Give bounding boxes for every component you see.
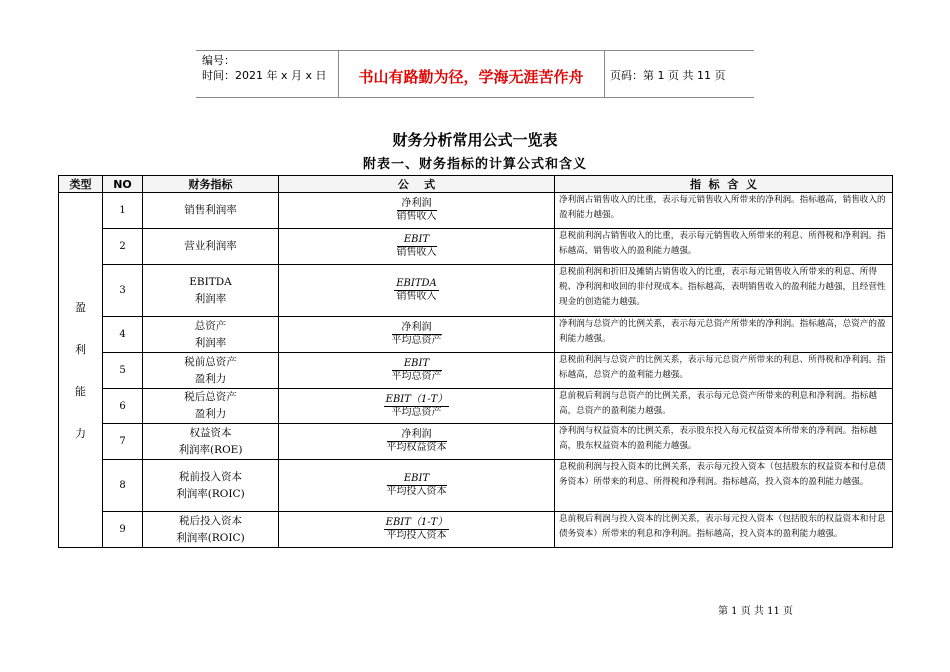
meaning-cell: 净利润与权益资本的比例关系，表示股东投入每元权益资本所带来的净利润。指标越高，股东权益资本的盈利能力越强。 bbox=[555, 424, 893, 460]
formula-fraction bbox=[397, 198, 437, 223]
table-row bbox=[59, 265, 893, 317]
formula-denominator: 平均总资产 bbox=[391, 406, 442, 418]
meaning-cell: 息税前利润与投入资本的比例关系，表示每元投入资本（包括股东的权益资本和付息债务资本）所带来的利息、所得税和净利润。指标越高，投入资本的盈利能力越强。 bbox=[555, 460, 893, 512]
formula-denominator: 销售收入 bbox=[396, 211, 437, 222]
formula-cell bbox=[279, 424, 555, 460]
header-indicator: 财务指标 bbox=[143, 176, 279, 193]
row-number: 8 bbox=[103, 460, 143, 512]
meaning-cell: 息税前利润和折旧及摊销占销售收入的比重，表示每元销售收入所带来的利息、所得税、净利润和收回的非付现成本。指标越高，表明销售收入的盈利能力越强，且经营性现金的创造能力越强。 bbox=[555, 265, 893, 317]
meaning-cell: 息税前利润与总资产的比例关系，表示每元总资产所带来的利息、所得税和净利润。指标越高，总资产的盈利能力越强。 bbox=[555, 353, 893, 389]
row-number: 5 bbox=[103, 353, 143, 389]
row-number: 6 bbox=[103, 389, 143, 424]
indicator-name bbox=[143, 512, 279, 548]
indicator-name bbox=[143, 424, 279, 460]
indicator-line-2: 利润率 bbox=[194, 336, 227, 349]
formula-fraction bbox=[392, 322, 442, 347]
row-number: 2 bbox=[103, 229, 143, 265]
page-title: 财务分析常用公式一览表 bbox=[392, 131, 558, 149]
header-type: 类型 bbox=[59, 176, 103, 193]
code-label: 编号： bbox=[202, 54, 235, 67]
indicator-line-2: 盈利力 bbox=[194, 372, 227, 385]
header-no: NO bbox=[103, 176, 143, 193]
formula-fraction bbox=[392, 358, 442, 383]
table-row bbox=[59, 317, 893, 353]
formula-numerator: EBIT bbox=[392, 358, 442, 371]
formula-fraction bbox=[387, 429, 447, 454]
type-char: 盈 bbox=[75, 301, 86, 314]
indicator-line-1: 权益资本 bbox=[189, 426, 232, 439]
row-number: 4 bbox=[103, 317, 143, 353]
time-label: 时间：2021 年 x 月 x 日 bbox=[202, 69, 327, 82]
formula-cell bbox=[279, 317, 555, 353]
formula-denominator: 平均投入资本 bbox=[386, 486, 447, 497]
table-row bbox=[59, 229, 893, 265]
formula-denominator: 销售收入 bbox=[396, 247, 437, 258]
row-number: 3 bbox=[103, 265, 143, 317]
type-char: 利 bbox=[75, 343, 86, 356]
table-row bbox=[59, 193, 893, 229]
formula-denominator: 平均总资产 bbox=[391, 371, 442, 382]
row-number: 1 bbox=[103, 193, 143, 229]
indicator-name bbox=[143, 265, 279, 317]
formula-cell bbox=[279, 389, 555, 424]
formula-numerator: 净利润 bbox=[392, 322, 442, 335]
formula-numerator: EBIT（1-T） bbox=[385, 393, 448, 405]
indicator-line-2: 利润率(ROE) bbox=[178, 443, 243, 456]
header-meaning: 指 标 含 义 bbox=[555, 176, 893, 193]
formula-cell bbox=[279, 460, 555, 512]
formula-numerator: EBIT bbox=[387, 473, 447, 486]
indicator-line-2: 利润率 bbox=[194, 292, 227, 305]
header-divider bbox=[604, 51, 605, 97]
indicator-name bbox=[143, 460, 279, 512]
indicator-line-1: EBITDA bbox=[189, 275, 232, 288]
header-formula: 公 式 bbox=[279, 176, 555, 193]
indicator-name bbox=[143, 353, 279, 389]
formula-fraction bbox=[394, 278, 439, 303]
formula-denominator: 销售收入 bbox=[396, 291, 437, 302]
formula-table bbox=[58, 175, 893, 548]
table-subtitle: 附表一、财务指标的计算公式和含义 bbox=[362, 157, 587, 172]
header-meta bbox=[202, 53, 327, 83]
indicator-line-1: 销售利润率 bbox=[184, 204, 237, 216]
indicator-line-2: 盈利力 bbox=[194, 408, 227, 420]
meaning-cell: 净利润与总资产的比例关系，表示每元总资产所带来的净利润。指标越高，总资产的盈利能力越强。 bbox=[555, 317, 893, 353]
indicator-line-1: 税前总资产 bbox=[184, 355, 237, 368]
table-header-row bbox=[59, 176, 893, 193]
formula-fraction bbox=[384, 394, 450, 419]
indicator-line-1: 税前投入资本 bbox=[179, 470, 242, 483]
table-row bbox=[59, 512, 893, 548]
meaning-cell: 净利润占销售收入的比重，表示每元销售收入所带来的净利润。指标越高，销售收入的盈利能力越强。 bbox=[555, 193, 893, 229]
indicator-line-1: 营业利润率 bbox=[184, 240, 237, 252]
indicator-name bbox=[143, 229, 279, 265]
formula-fraction bbox=[384, 517, 450, 542]
formula-cell bbox=[279, 512, 555, 548]
page-header bbox=[196, 50, 754, 98]
type-char: 力 bbox=[75, 427, 86, 440]
formula-fraction bbox=[387, 473, 447, 498]
formula-fraction bbox=[397, 234, 437, 259]
table-row bbox=[59, 460, 893, 512]
indicator-name bbox=[143, 389, 279, 424]
meaning-cell: 息税前利润占销售收入的比重，表示每元销售收入所带来的利息、所得税和净利润。指标越高，销售收入的盈利能力越强。 bbox=[555, 229, 893, 265]
type-char: 能 bbox=[75, 385, 86, 398]
indicator-line-1: 总资产 bbox=[194, 319, 227, 332]
indicator-line-1: 税后总资产 bbox=[184, 391, 237, 403]
page-label: 页码：第 1 页 共 11 页 bbox=[610, 69, 726, 82]
type-cell bbox=[59, 193, 103, 548]
page-footer: 第 1 页 共 11 页 bbox=[718, 606, 793, 617]
formula-cell bbox=[279, 265, 555, 317]
indicator-name bbox=[143, 317, 279, 353]
formula-numerator: 净利润 bbox=[387, 429, 447, 442]
formula-denominator: 平均总资产 bbox=[391, 335, 442, 346]
indicator-line-1: 税后投入资本 bbox=[179, 514, 242, 527]
formula-cell bbox=[279, 353, 555, 389]
indicator-name bbox=[143, 193, 279, 229]
meaning-cell: 息前税后利润与投入资本的比例关系，表示每元投入资本（包括股东的权益资本和付息债务资本）所带来的利息和净利润。指标越高，投入资本的盈利能力越强。 bbox=[555, 512, 893, 548]
indicator-line-2: 利润率(ROIC) bbox=[176, 487, 245, 500]
header-motto: 书山有路勤为径，学海无涯苦作舟 bbox=[358, 68, 584, 86]
formula-denominator: 平均投入资本 bbox=[386, 530, 447, 541]
formula-numerator: 净利润 bbox=[397, 198, 437, 211]
formula-numerator: EBITDA bbox=[396, 278, 437, 289]
table-row bbox=[59, 353, 893, 389]
table-row bbox=[59, 424, 893, 460]
table-row bbox=[59, 389, 893, 424]
formula-cell bbox=[279, 193, 555, 229]
formula-denominator: 平均权益资本 bbox=[386, 442, 447, 453]
row-number: 7 bbox=[103, 424, 143, 460]
formula-numerator: EBIT bbox=[397, 234, 437, 247]
formula-cell bbox=[279, 229, 555, 265]
formula-numerator: EBIT（1-T） bbox=[385, 517, 448, 528]
indicator-line-2: 利润率(ROIC) bbox=[176, 531, 245, 544]
row-number: 9 bbox=[103, 512, 143, 548]
meaning-cell: 息前税后利润与总资产的比例关系，表示每元总资产所带来的利息和净利润。指标越高，总资产的盈利能力越强。 bbox=[555, 389, 893, 424]
